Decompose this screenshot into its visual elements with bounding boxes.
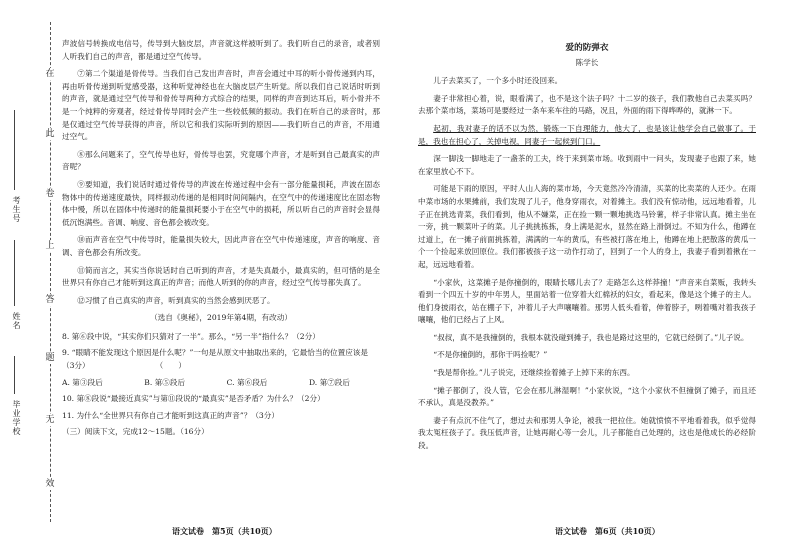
story-paragraph: “摊子都倒了，没人管，它会在那儿淋湿啊！”小家伙说，“这个小家伙不但撞倒了摊子，而且还不承认，真是没教养。”: [418, 385, 756, 408]
field-label-student-number: 考生号: [12, 196, 21, 223]
seal-char: 效: [45, 479, 55, 489]
story-paragraph: 妻子有点沉不住气了，想过去和那男人争论，被我一把拉住。她就愤愤不平地看着我，似乎觉得我太冤枉孩子了。我压低声音，让她再耐心等一会儿，儿子都能自己处理的，这也是他成长的必经阶段。: [418, 415, 756, 451]
page-footer-left: 语文试卷 第5页（共10页）: [172, 526, 277, 536]
field-label-name: 姓名: [12, 312, 21, 330]
question-9: [62, 347, 380, 372]
section-heading: （三）阅读下文，完成12～15题。（16分）: [62, 427, 209, 437]
passage-paragraph: 声波信号转换成电信号，传导到大脑皮层，声音就这样被听到了。我们听自己的录音，或者别人听我们自己的声音，都是通过空气传导。: [62, 39, 380, 61]
passage-paragraph: ⑪简而言之，其实当你说话时自己听到的声音，才是失真最小，最真实的，但可惜的是全世界只有你自己才能听到这真正的声音；而他人听到的你的声音，经过空气传导都失真了。: [62, 265, 380, 288]
story-paragraph: 儿子去菜买了，一个多小时还没回来。: [433, 76, 563, 86]
seal-char: 在: [45, 69, 55, 79]
question-9-text: 9. “眼睛不能发现这个原因是什么呢？”一句是从原文中抽取出来的，它最恰当的位置应该是（3分）: [62, 348, 368, 371]
page-footer-right: 语文试卷 第6页（共10页）: [555, 526, 660, 536]
seal-char: 题: [45, 353, 55, 363]
seal-char: 答: [45, 295, 55, 305]
article-author: 陈学长: [575, 57, 599, 67]
story-paragraph-underlined: 起初，我对妻子的话不以为然，锻炼一下自理能力，他大了，也是该让他学会自己做事了。于是，我也在担心了，关掉电视，同妻子一起候到门口。: [418, 123, 756, 146]
option-d: D. 第⑦段后: [308, 377, 350, 387]
binding-dash-line: [50, 22, 51, 522]
story-paragraph: “小家伙，这菜摊子是你撞倒的，眼睛长哪儿去了？走路怎么这样莽撞！”声音来自菜贩，我转头看到一个四五十岁的中年男人，里面站着一位穿着大红棉袄的妇女，看起来，像是这个摊子的主人。他们身披雨衣，站在棚子下，冲着儿子大声嚷嚷着。那男人低头看着，伸着脖子，咧着嘴对着我孩子嚷嚷，他们已经占了上风。: [418, 277, 756, 325]
option-b: B. 第⑤段后: [144, 377, 186, 387]
right-page: [418, 42, 756, 458]
field-line: [14, 240, 15, 306]
passage-paragraph: ⑧那么问题来了，空气传导也好，骨传导也罢，究竟哪个声音，才是听到自己最真实的声音呢？: [62, 149, 380, 172]
left-page: [62, 38, 380, 443]
field-line: [14, 356, 15, 394]
story-paragraph: “不是你撞倒的，那你干吗捡呢？”: [433, 350, 548, 360]
passage-paragraph: ⑨要知道，我们说话时通过骨传导的声波在传递过程中会有一部分能量损耗，声波在固态物体中的传递速度最快，同样振动传递的是相同时间间隔内，在空气中的传递速度比在固态物体中慢，所以在固体中传递时的能量损耗要小于在空气中的损耗，所以听自己的声音时会显得低沉饱满些。音调、响度、音色都会被改变。: [62, 179, 380, 227]
passage-paragraph: ⑦第二个渠道是骨传导。当我们自己发出声音时，声音会通过中耳的听小骨传递到内耳，再由听骨传递到听觉感受器，这种听觉神经也在大脑皮层产生听觉。所以我们自己说话时听到的声音，就是通过空气传导和骨传导两种方式综合的结果，同样的声音到达耳后，听小骨并不是一个纯粹的旁观者，经过骨传导同时会产生一些较低频的振动。我们在听自己的录音时，那是仅通过空气传导获得的声音，所以它和我们实际听到的原因——我们听自己的声音，不用通过空气。: [62, 69, 380, 142]
option-a: A. 第③段后: [62, 377, 103, 387]
field-label-school: 毕业学校: [12, 400, 21, 436]
article-title: 爱的防弹衣: [565, 43, 609, 53]
story-paragraph: 深一脚浅一脚地走了一盏茶的工夫，终于来到菜市场。收到雨中一问头，发现妻子也跟了来，她在家里放心不下。: [418, 154, 756, 176]
passage-paragraph: ⑫习惯了自己真实的声音，听到真实的当然会感到厌恶了。: [77, 295, 275, 305]
story-paragraph: “我是帮你捡。”儿子说完，还继续捡着摊子上掉下来的东西。: [433, 368, 635, 378]
question-9-options: [62, 377, 380, 390]
binding-margin: [0, 0, 56, 560]
seal-char: 此: [45, 129, 55, 139]
seal-char: 卷: [45, 189, 55, 199]
passage-paragraph: ⑩而声音在空气中传导时，能量损失较大，因此声音在空气中传递速度，声音的响度、音调、音色都会有所改变。: [62, 235, 380, 257]
field-line: [14, 110, 15, 190]
story-paragraph: “叔叔，真不是我撞倒的，我根本就没碰到摊子，我也是路过这里的，它就已经倒了。”儿子说。: [433, 332, 749, 342]
question-8: 8. 第⑥段中说，“其实你们只猜对了一半”。那么，“另一半”指什么？（2分）: [62, 331, 320, 341]
seal-char: 无: [45, 415, 55, 425]
answer-paren: （ ）: [155, 361, 186, 371]
story-paragraph: 可能是下雨的原因，平时人山人海的菜市场，今天竟然冷冷清清，买菜的比卖菜的人还少。在雨中菜市场的水果摊前，我们发现了儿子，他身穿雨衣，对着摊主。我们没有惊动他，远远地看着，儿子正在挑选青菜，我们看到，他从不嫌菜，正在捡一颗一颗地挑选马铃薯，样子非常认真。摊主坐在一旁，挑一颗菜叶子的菜。儿子挑挑拣拣，身上满是泥水，显然在路上滑倒过。不知为什么，他蹲在过道上，在一摊子前面挑拣着，满满的一车的黄瓜，有些被打落在地上，他蹲在地上把散落的黄瓜一个一个捡起来放回原位。我们都被孩子这一动作打动了，回到了一个人的身上，我妻子看到着揪在一起，远远地看着。: [418, 184, 756, 269]
question-11: 11. 为什么“全世界只有你自己才能听到这真正的声音”？（3分）: [62, 410, 279, 420]
passage-source: （选自《奥秘》，2019年第4期，有改动）: [150, 313, 292, 323]
option-c: C. 第⑥段后: [226, 377, 268, 387]
seal-char: 上: [45, 241, 55, 251]
story-paragraph: 妻子非常担心着，说，眼看满了，也不是这个法子吗？十二岁的孩子，我们教他自己去菜买吗？去那个菜市场，菜场可是要经过一条车来车往的马路，况且，外面的雨下得哗哗的，就淋一下。: [418, 93, 756, 116]
question-10: 10. 第⑧段说“最接近真实”与第⑪段说的“最真实”是否矛盾？为什么？（2分）: [62, 394, 325, 404]
